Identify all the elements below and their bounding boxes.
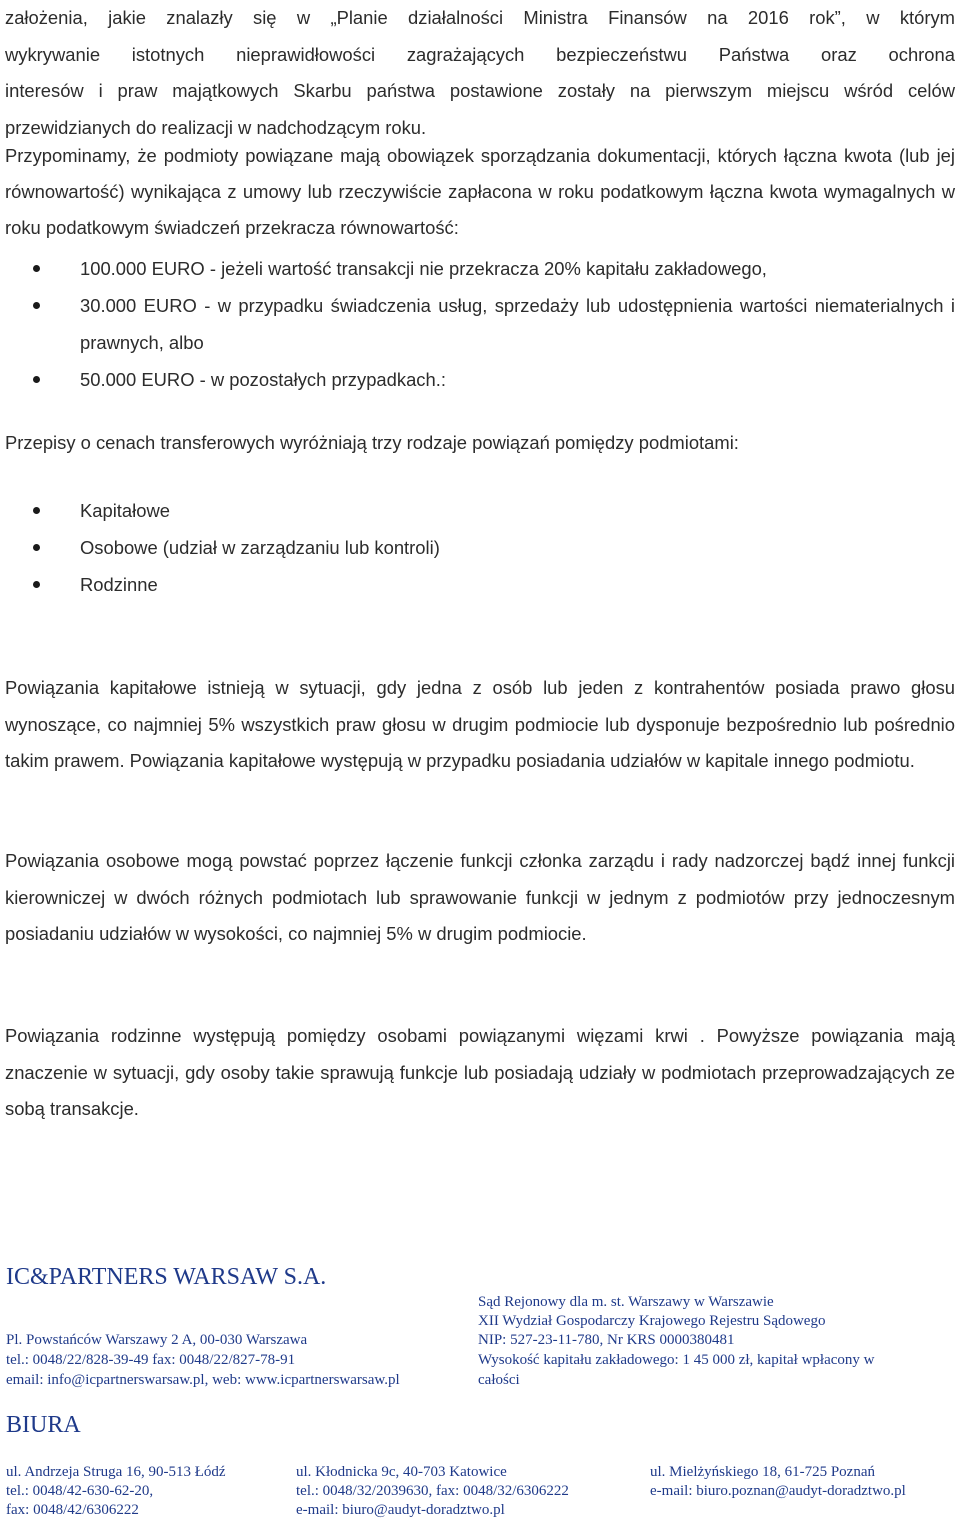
office-lodz-phone: tel.: 0048/42-630-62-20, bbox=[6, 1483, 154, 1499]
intro-line-3: interesów i praw majątkowych Skarbu państwa postawione zostały na pierwszym miejscu wśród celów bbox=[5, 80, 955, 101]
family-ties-paragraph: Powiązania rodzinne występują pomiędzy osobami powiązanymi więzami krwi . Powyższe powiązania mają znaczenie w sytuacji, gdy osoby takie sprawują funkcje lub posiadają udziały w podmiotach przeprowadzających ze sobą transakcje. bbox=[5, 1025, 955, 1119]
court-division: XII Wydział Gospodarczy Krajowego Rejestru Sądowego bbox=[478, 1313, 826, 1329]
bullet-icon bbox=[33, 507, 40, 514]
type-item: Kapitałowe bbox=[0, 492, 955, 529]
court-name: Sąd Rejonowy dla m. st. Warszawy w Warszawie bbox=[478, 1294, 774, 1310]
nip-krs: NIP: 527-23-11-780, Nr KRS 0000380481 bbox=[478, 1332, 735, 1348]
threshold-item: 50.000 EURO - w pozostałych przypadkach.: bbox=[0, 361, 955, 398]
company-name: IC&PARTNERS WARSAW S.A. bbox=[6, 1264, 327, 1290]
types-list bbox=[0, 492, 955, 603]
threshold-list bbox=[0, 250, 955, 398]
bullet-icon bbox=[33, 302, 40, 309]
office-katowice-email: e-mail: biuro@audyt-doradztwo.pl bbox=[296, 1502, 505, 1518]
share-capital: Wysokość kapitału zakładowego: 1 45 000 zł, kapitał wpłacony w bbox=[478, 1352, 875, 1368]
capital-ties-paragraph: Powiązania kapitałowe istnieją w sytuacji, gdy jedna z osób lub jeden z kontrahentów posiada prawo głosu wynoszące, co najmniej 5% wszystkich praw głosu w drugim podmiocie lub dysponuje bezpośrednio lub pośrednio takim prawem. Powiązania kapitałowe występują w przypadku posiadania udziałów w kapitale innego podmiotu. bbox=[5, 677, 955, 771]
type-item: Rodzinne bbox=[0, 566, 955, 603]
office-katowice-phone: tel.: 0048/32/2039630, fax: 0048/32/6306222 bbox=[296, 1483, 569, 1499]
office-poznan-email: e-mail: biuro.poznan@audyt-doradztwo.pl bbox=[650, 1483, 906, 1499]
bullet-icon bbox=[33, 544, 40, 551]
bullet-icon bbox=[33, 581, 40, 588]
office-poznan-address: ul. Mielżyńskiego 18, 61-725 Poznań bbox=[650, 1464, 875, 1480]
bullet-icon bbox=[33, 376, 40, 383]
reminder-paragraph: Przypominamy, że podmioty powiązane mają obowiązek sporządzania dokumentacji, których łączna kwota (lub jej równowartość) wynikająca z umowy lub rzeczywiście zapłacona w roku podatkowym łączna kwota wymagalnych w roku podatkowym świadczeń przekracza równowartość: bbox=[5, 145, 955, 238]
types-intro: Przepisy o cenach transferowych wyróżniają trzy rodzaje powiązań pomiędzy podmiotami: bbox=[5, 432, 739, 453]
offices-heading: BIURA bbox=[6, 1412, 81, 1438]
company-phone: tel.: 0048/22/828-39-49 fax: 0048/22/827-78-91 bbox=[6, 1352, 296, 1368]
office-lodz-address: ul. Andrzeja Struga 16, 90-513 Łódź bbox=[6, 1464, 226, 1480]
type-item: Osobowe (udział w zarządzaniu lub kontroli) bbox=[0, 529, 955, 566]
company-address: Pl. Powstańców Warszawy 2 A, 00-030 Warszawa bbox=[6, 1332, 308, 1348]
office-katowice-address: ul. Kłodnicka 9c, 40-703 Katowice bbox=[296, 1464, 507, 1480]
intro-line-1: założenia, jakie znalazły się w „Planie działalności Ministra Finansów na 2016 rok”, w którym bbox=[5, 7, 955, 28]
office-lodz-fax: fax: 0048/42/6306222 bbox=[6, 1502, 139, 1518]
company-contact: email: info@icpartnerswarsaw.pl, web: www.icpartnerswarsaw.pl bbox=[6, 1372, 400, 1388]
intro-line-4: przewidzianych do realizacji w nadchodzącym roku. bbox=[5, 116, 427, 138]
personal-ties-paragraph: Powiązania osobowe mogą powstać poprzez łączenie funkcji członka zarządu i rady nadzorczej bądź innej funkcji kierowniczej w dwóch różnych podmiotach lub sprawowanie funkcji w jednym z podmiotów przy jednoczesnym posiadaniu udziałów w wysokości, co najmniej 5% w drugim podmiocie. bbox=[5, 850, 955, 944]
threshold-item: 30.000 EURO - w przypadku świadczenia usług, sprzedaży lub udostępnienia wartości niematerialnych i prawnych, albo bbox=[0, 287, 955, 361]
share-capital-cont: całości bbox=[478, 1372, 520, 1388]
bullet-icon bbox=[33, 265, 40, 272]
intro-line-2: wykrywanie istotnych nieprawidłowości zagrażających bezpieczeństwu Państwa oraz ochrona bbox=[5, 43, 955, 65]
threshold-item: 100.000 EURO - jeżeli wartość transakcji nie przekracza 20% kapitału zakładowego, bbox=[0, 250, 955, 287]
